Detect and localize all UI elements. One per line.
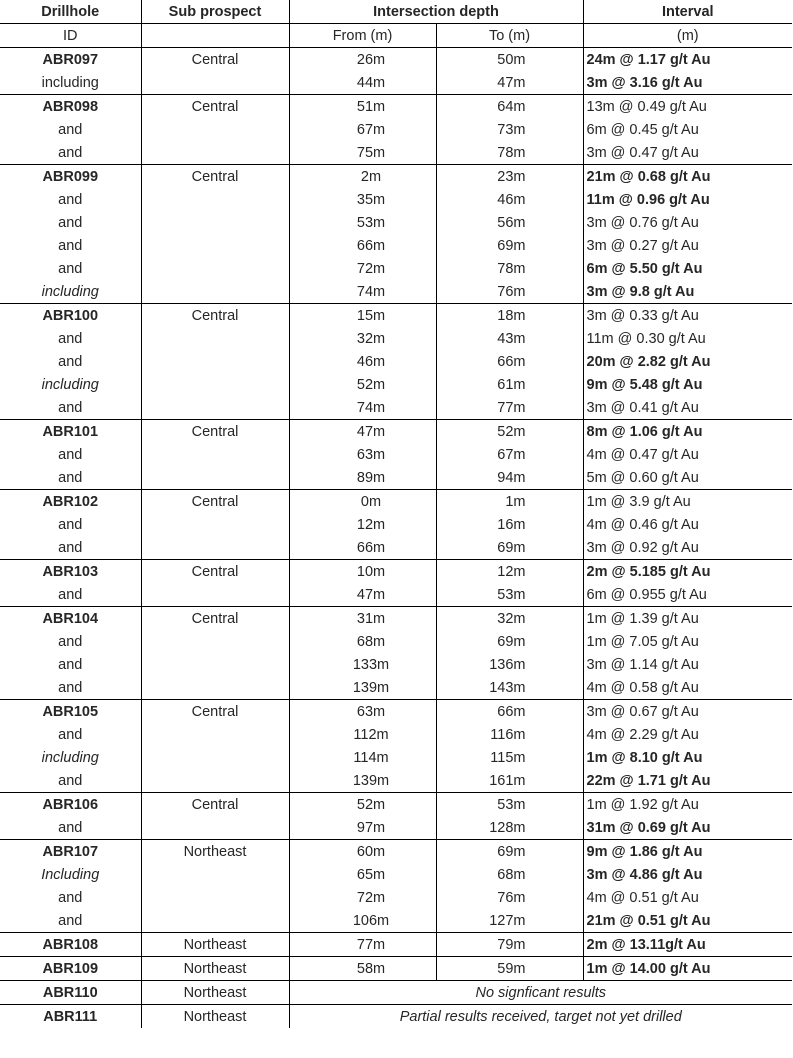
depth-from: 72m: [289, 257, 436, 280]
depth-to: 127m: [436, 909, 583, 933]
depth-to: 73m: [436, 118, 583, 141]
sub-prospect: Central: [141, 165, 289, 189]
depth-to: 115m: [436, 746, 583, 769]
drillhole-qualifier: and: [0, 188, 141, 211]
table-row: [0, 443, 792, 466]
table-row: [0, 280, 792, 304]
table-row: [0, 769, 792, 793]
interval-value: 24m @ 1.17 g/t Au: [586, 51, 711, 68]
depth-to: 53m: [436, 793, 583, 817]
sub-prospect: [141, 630, 289, 653]
interval-value: 4m @ 2.29 g/t Au: [586, 726, 699, 743]
sub-prospect: [141, 234, 289, 257]
table-row: [0, 676, 792, 700]
drillhole-qualifier: and: [0, 676, 141, 700]
interval-value: 3m @ 4.86 g/t Au: [586, 866, 703, 883]
interval-value: 20m @ 2.82 g/t Au: [586, 353, 711, 370]
sub-prospect: [141, 327, 289, 350]
depth-from: 66m: [289, 234, 436, 257]
drillhole-qualifier: and: [0, 350, 141, 373]
depth-to: 68m: [436, 863, 583, 886]
depth-to: 136m: [436, 653, 583, 676]
depth-from: 12m: [289, 513, 436, 536]
sub-prospect: Central: [141, 700, 289, 724]
depth-to: 76m: [436, 886, 583, 909]
sub-prospect: [141, 118, 289, 141]
interval-value: 1m @ 3.9 g/t Au: [586, 493, 691, 510]
table-row: [0, 420, 792, 444]
table-row: [0, 513, 792, 536]
table-row: [0, 886, 792, 909]
drillhole-qualifier: and: [0, 257, 141, 280]
drillhole-qualifier: and: [0, 513, 141, 536]
table-row: [0, 700, 792, 724]
interval-value: 1m @ 14.00 g/t Au: [586, 960, 711, 977]
interval-value: 3m @ 1.14 g/t Au: [586, 656, 699, 673]
depth-from: 0m: [289, 490, 436, 514]
drillhole-id: ABR102: [0, 490, 141, 514]
sub-prospect: [141, 886, 289, 909]
drillhole-qualifier: and: [0, 466, 141, 490]
interval-value: 6m @ 0.955 g/t Au: [586, 586, 707, 603]
drillhole-qualifier: and: [0, 630, 141, 653]
drillhole-qualifier: and: [0, 327, 141, 350]
interval-value: 3m @ 9.8 g/t Au: [586, 283, 695, 300]
table-row: [0, 95, 792, 119]
sub-prospect: [141, 723, 289, 746]
interval-value: 6m @ 0.45 g/t Au: [586, 121, 699, 138]
depth-to: 59m: [436, 957, 583, 981]
depth-from: 74m: [289, 396, 436, 420]
depth-to: 16m: [436, 513, 583, 536]
depth-from: 52m: [289, 793, 436, 817]
depth-from: 26m: [289, 48, 436, 72]
interval-value: 3m @ 0.67 g/t Au: [586, 703, 699, 720]
sub-prospect: Central: [141, 607, 289, 631]
table-row: [0, 981, 792, 1005]
drillhole-qualifier: and: [0, 886, 141, 909]
sub-prospect: [141, 909, 289, 933]
drillhole-id: ABR109: [0, 957, 141, 981]
sub-prospect: [141, 676, 289, 700]
drillhole-qualifier: and: [0, 141, 141, 165]
interval-value: 21m @ 0.68 g/t Au: [586, 168, 711, 185]
sub-prospect: [141, 350, 289, 373]
table-row: [0, 933, 792, 957]
drillhole-id: ABR108: [0, 933, 141, 957]
depth-from: 106m: [289, 909, 436, 933]
drillhole-qualifier: and: [0, 816, 141, 840]
interval-value: 1m @ 7.05 g/t Au: [586, 633, 699, 650]
depth-to: 78m: [436, 141, 583, 165]
depth-from: 15m: [289, 304, 436, 328]
depth-from: 46m: [289, 350, 436, 373]
table-row: [0, 118, 792, 141]
depth-to: 116m: [436, 723, 583, 746]
sub-prospect: [141, 466, 289, 490]
header-sub-prospect: Sub prospect: [141, 0, 289, 24]
sub-prospect: [141, 769, 289, 793]
sub-prospect: [141, 653, 289, 676]
table-row: [0, 746, 792, 769]
table-row: [0, 909, 792, 933]
sub-prospect: [141, 583, 289, 607]
table-row: [0, 396, 792, 420]
drillhole-id: ABR111: [0, 1005, 141, 1029]
depth-to: 67m: [436, 443, 583, 466]
header-intersection-depth: Intersection depth: [289, 0, 583, 24]
table-row: [0, 630, 792, 653]
sub-prospect: [141, 863, 289, 886]
drillhole-qualifier: including: [0, 71, 141, 95]
interval-value: 3m @ 0.47 g/t Au: [586, 144, 699, 161]
drillhole-id: ABR105: [0, 700, 141, 724]
depth-from: 114m: [289, 746, 436, 769]
drillhole-qualifier: and: [0, 653, 141, 676]
depth-to: 18m: [436, 304, 583, 328]
sub-prospect: [141, 257, 289, 280]
interval-value: 3m @ 0.27 g/t Au: [586, 237, 699, 254]
interval-value: 21m @ 0.51 g/t Au: [586, 912, 711, 929]
sub-prospect: Northeast: [141, 1005, 289, 1029]
sub-prospect: Northeast: [141, 957, 289, 981]
depth-from: 66m: [289, 536, 436, 560]
interval-value: 22m @ 1.71 g/t Au: [586, 772, 711, 789]
drillhole-qualifier: and: [0, 443, 141, 466]
table-row: [0, 48, 792, 72]
sub-prospect: Central: [141, 420, 289, 444]
interval-value: 3m @ 0.76 g/t Au: [586, 214, 699, 231]
depth-from: 63m: [289, 443, 436, 466]
depth-to: 69m: [436, 840, 583, 864]
interval-value: 1m @ 1.39 g/t Au: [586, 610, 699, 627]
depth-to: 23m: [436, 165, 583, 189]
interval-value: 11m @ 0.30 g/t Au: [586, 330, 706, 347]
drillhole-id: ABR098: [0, 95, 141, 119]
sub-prospect: [141, 746, 289, 769]
depth-from: 67m: [289, 118, 436, 141]
drillhole-qualifier: and: [0, 909, 141, 933]
depth-to: 12m: [436, 560, 583, 584]
interval-value: 4m @ 0.47 g/t Au: [586, 446, 699, 463]
drillhole-id: ABR100: [0, 304, 141, 328]
table-row: [0, 840, 792, 864]
depth-from: 133m: [289, 653, 436, 676]
header-interval: Interval: [661, 3, 714, 20]
sub-prospect: [141, 816, 289, 840]
depth-from: 112m: [289, 723, 436, 746]
depth-from: 31m: [289, 607, 436, 631]
depth-to: 46m: [436, 188, 583, 211]
depth-to: 161m: [436, 769, 583, 793]
drillhole-id: ABR106: [0, 793, 141, 817]
drillhole-id: ABR104: [0, 607, 141, 631]
table-row: [0, 863, 792, 886]
depth-from: 47m: [289, 583, 436, 607]
depth-from: 60m: [289, 840, 436, 864]
depth-from: 32m: [289, 327, 436, 350]
drillhole-qualifier: including: [0, 280, 141, 304]
table-row: [0, 723, 792, 746]
depth-to: 76m: [436, 280, 583, 304]
interval-value: 2m @ 13.11g/t Au: [586, 936, 706, 953]
interval-value: 3m @ 0.41 g/t Au: [586, 399, 699, 416]
table-row: [0, 653, 792, 676]
interval-value: 1m @ 8.10 g/t Au: [586, 749, 703, 766]
header-row: [0, 0, 792, 24]
subheader-to: To (m): [436, 24, 583, 48]
table-row: [0, 165, 792, 189]
depth-to: 47m: [436, 71, 583, 95]
depth-from: 72m: [289, 886, 436, 909]
sub-prospect: Northeast: [141, 933, 289, 957]
sub-prospect: Northeast: [141, 981, 289, 1005]
depth-to: 61m: [436, 373, 583, 396]
depth-to: 50m: [436, 48, 583, 72]
depth-from: 47m: [289, 420, 436, 444]
table-row: [0, 71, 792, 95]
depth-from: 139m: [289, 676, 436, 700]
table-row: [0, 560, 792, 584]
interval-value: 4m @ 0.51 g/t Au: [586, 889, 699, 906]
depth-from: 53m: [289, 211, 436, 234]
sub-prospect: [141, 188, 289, 211]
drillhole-qualifier: Including: [0, 863, 141, 886]
interval-value: 4m @ 0.58 g/t Au: [586, 679, 699, 696]
depth-to: 77m: [436, 396, 583, 420]
depth-from: 10m: [289, 560, 436, 584]
sub-prospect: [141, 513, 289, 536]
depth-from: 77m: [289, 933, 436, 957]
sub-prospect: [141, 280, 289, 304]
depth-to: 32m: [436, 607, 583, 631]
subheader-sub: [141, 24, 289, 48]
table-row: [0, 490, 792, 514]
results-body: [0, 48, 792, 1029]
sub-prospect: [141, 443, 289, 466]
table-row: [0, 1005, 792, 1029]
drillhole-qualifier: and: [0, 396, 141, 420]
depth-from: 74m: [289, 280, 436, 304]
depth-from: 2m: [289, 165, 436, 189]
depth-to: 64m: [436, 95, 583, 119]
sub-prospect: Central: [141, 48, 289, 72]
depth-to: 53m: [436, 583, 583, 607]
sub-prospect: [141, 141, 289, 165]
sub-prospect: [141, 211, 289, 234]
depth-from: 75m: [289, 141, 436, 165]
table-row: [0, 327, 792, 350]
interval-value: 13m @ 0.49 g/t Au: [586, 98, 707, 115]
depth-to: 143m: [436, 676, 583, 700]
depth-from: 58m: [289, 957, 436, 981]
depth-from: 68m: [289, 630, 436, 653]
result-note: Partial results received, target not yet drilled: [399, 1008, 682, 1025]
drillhole-qualifier: and: [0, 211, 141, 234]
depth-from: 63m: [289, 700, 436, 724]
depth-to: 78m: [436, 257, 583, 280]
interval-value: 8m @ 1.06 g/t Au: [586, 423, 703, 440]
table-row: [0, 466, 792, 490]
interval-value: 3m @ 0.33 g/t Au: [586, 307, 699, 324]
interval-value: 1m @ 1.92 g/t Au: [586, 796, 699, 813]
drillhole-id: ABR103: [0, 560, 141, 584]
sub-prospect: [141, 396, 289, 420]
depth-from: 139m: [289, 769, 436, 793]
drillhole-qualifier: including: [0, 746, 141, 769]
drillhole-qualifier: and: [0, 723, 141, 746]
drillhole-qualifier: and: [0, 536, 141, 560]
drillhole-qualifier: and: [0, 234, 141, 257]
depth-to: 66m: [436, 700, 583, 724]
interval-value: 5m @ 0.60 g/t Au: [586, 469, 699, 486]
interval-value: 31m @ 0.69 g/t Au: [586, 819, 711, 836]
interval-value: 3m @ 3.16 g/t Au: [586, 74, 703, 91]
depth-to: 66m: [436, 350, 583, 373]
table-row: [0, 188, 792, 211]
drillhole-id: ABR099: [0, 165, 141, 189]
sub-prospect: Central: [141, 304, 289, 328]
sub-prospect: [141, 71, 289, 95]
sub-prospect: Central: [141, 793, 289, 817]
depth-to: 69m: [436, 630, 583, 653]
depth-from: 51m: [289, 95, 436, 119]
depth-to: 52m: [436, 420, 583, 444]
subheader-id: ID: [0, 24, 141, 48]
table-row: [0, 350, 792, 373]
table-row: [0, 141, 792, 165]
subheader-interval: (m): [676, 27, 699, 44]
table-row: [0, 583, 792, 607]
depth-from: 52m: [289, 373, 436, 396]
depth-to: 79m: [436, 933, 583, 957]
depth-to: 94m: [436, 466, 583, 490]
drillhole-id: ABR097: [0, 48, 141, 72]
subheader-from: From (m): [289, 24, 436, 48]
subheader-row: [0, 24, 792, 48]
table-row: [0, 211, 792, 234]
table-row: [0, 816, 792, 840]
table-row: [0, 957, 792, 981]
interval-value: 11m @ 0.96 g/t Au: [586, 191, 710, 208]
sub-prospect: Central: [141, 490, 289, 514]
table-row: [0, 304, 792, 328]
drillhole-id: ABR101: [0, 420, 141, 444]
interval-value: 2m @ 5.185 g/t Au: [586, 563, 711, 580]
depth-from: 65m: [289, 863, 436, 886]
depth-to: 1m: [436, 490, 583, 514]
depth-to: 128m: [436, 816, 583, 840]
sub-prospect: [141, 536, 289, 560]
interval-value: 9m @ 5.48 g/t Au: [586, 376, 703, 393]
table-row: [0, 607, 792, 631]
drillhole-qualifier: and: [0, 583, 141, 607]
table-row: [0, 373, 792, 396]
depth-from: 44m: [289, 71, 436, 95]
drillhole-qualifier: and: [0, 118, 141, 141]
depth-from: 89m: [289, 466, 436, 490]
depth-from: 35m: [289, 188, 436, 211]
sub-prospect: Northeast: [141, 840, 289, 864]
depth-from: 97m: [289, 816, 436, 840]
table-row: [0, 536, 792, 560]
depth-to: 43m: [436, 327, 583, 350]
sub-prospect: Central: [141, 95, 289, 119]
interval-value: 4m @ 0.46 g/t Au: [586, 516, 699, 533]
depth-to: 56m: [436, 211, 583, 234]
sub-prospect: [141, 373, 289, 396]
drillhole-id: ABR107: [0, 840, 141, 864]
drillhole-qualifier: and: [0, 769, 141, 793]
depth-to: 69m: [436, 234, 583, 257]
depth-to: 69m: [436, 536, 583, 560]
interval-value: 9m @ 1.86 g/t Au: [586, 843, 703, 860]
interval-value: 6m @ 5.50 g/t Au: [586, 260, 703, 277]
table-row: [0, 257, 792, 280]
sub-prospect: Central: [141, 560, 289, 584]
table-row: [0, 234, 792, 257]
interval-value: 3m @ 0.92 g/t Au: [586, 539, 699, 556]
result-note: No signficant results: [475, 984, 607, 1001]
drillhole-id: ABR110: [0, 981, 141, 1005]
header-drillhole: Drillhole: [0, 0, 141, 24]
drillhole-qualifier: including: [0, 373, 141, 396]
table-row: [0, 793, 792, 817]
